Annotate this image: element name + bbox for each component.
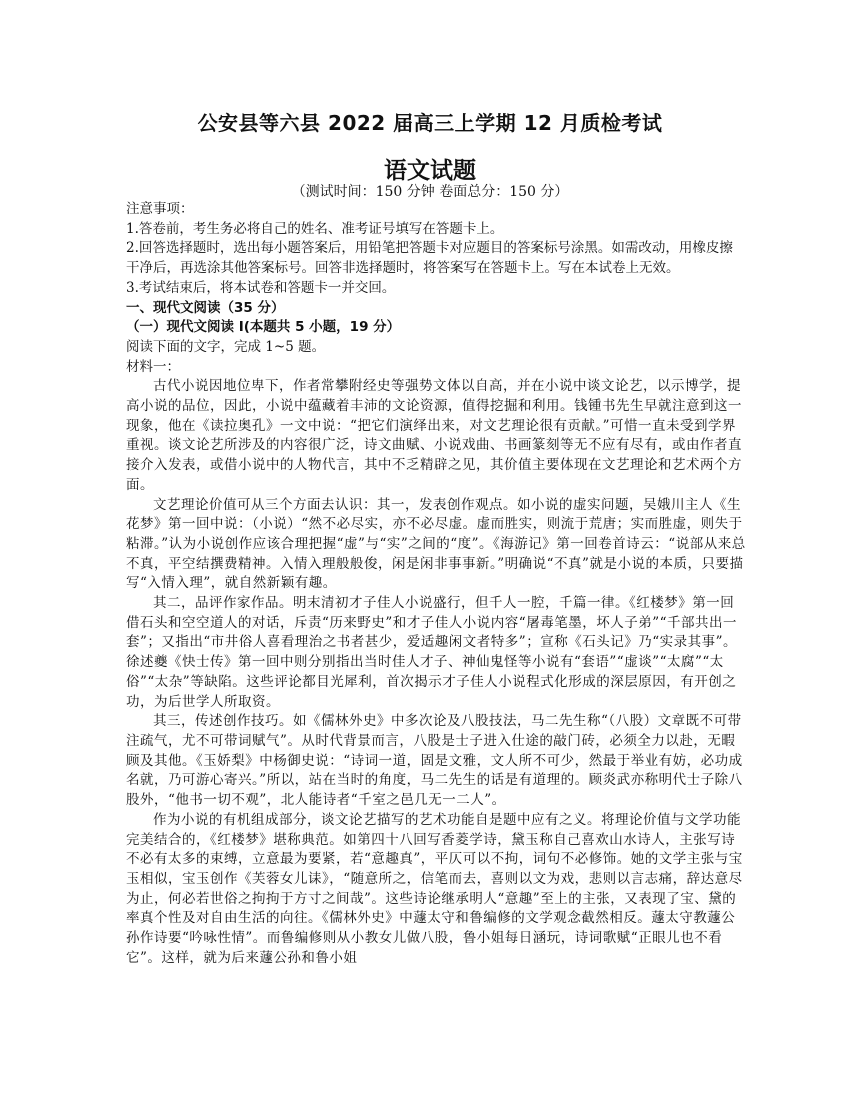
article-paragraph: 作为小说的有机组成部分，谈文论艺描写的艺术功能自是题中应有之义。将理论价值与文学功能完美结合的，《红楼梦》堪称典范。如第四十八回写香菱学诗，黛玉称自己喜欢山水诗人，主张写诗不必有太多的束缚，立意最为要紧，若“意趣真”，平仄可以不拘，词句不必修饰。她的文学主张与宝玉相似，宝玉创作《芙蓉女儿诔》，“随意所之，信笔而去，喜则以文为戏，悲则以言志痛，辞达意尽为止，何必若世俗之拘拘于方寸之间哉”。这些诗论继承明人“意趣”至上的主张，又表现了宝、黛的率真个性及对自由生活的向往。《儒林外史》中蘧太守和鲁编修的文学观念截然相反。蘧太守教蘧公孙作诗要“吟咏性情”。而鲁编修则从小教女儿做八股，鲁小姐每日涵玩，诗词歌赋“正眼儿也不看它”。这样，就为后来蘧公孙和鲁小姐 [126, 811, 743, 966]
subsection-heading: （一）现代文阅读 I(本题共 5 小题，19 分） [126, 319, 401, 336]
article-paragraph: 古代小说因地位卑下，作者常攀附经史等强势文体以自高，并在小说中谈文论艺，以示博学，提高小说的品位，因此，小说中蕴藏着丰沛的文论资源，值得挖掘和利用。钱锺书先生早就注意到这一现象，他在《读拉奥孔》一文中说：“把它们演绎出来，对文艺理论很有贡献。”可惜一直未受到学界重视。谈文论艺所涉及的内容很广泛，诗文曲赋、小说戏曲、书画篆刻等无不应有尽有，或由作者直接介入发表，或借小说中的人物代言，其中不乏精辟之见，其价值主要体现在文艺理论和艺术两个方面。 [126, 378, 742, 493]
section-heading: 一、现代文阅读（35 分） [126, 299, 285, 316]
notice-item: 1.答卷前，考生务必将自己的姓名、准考证号填写在答题卡上。 [126, 220, 504, 237]
article-paragraph: 其三，传述创作技巧。如《儒林外史》中多次论及八股技法，马二先生称“（八股）文章既不可带注疏气，尤不可带词赋气”。从时代背景而言，八股是士子进入仕途的敲门砖，必须全力以赴，无暇顾及其他。《玉娇梨》中杨御史说：“诗词一道，固是文雅，文人所不可少，然最于举业有妨，必功成名就，乃可游心寄兴。”所以，站在当时的角度，马二先生的话是有道理的。顾炎武亦称明代士子除八股外，“他书一切不观”，北人能诗者“千室之邑几无一二人”。 [126, 713, 743, 809]
article-paragraph: 其二，品评作家作品。明末清初才子佳人小说盛行，但千人一腔，千篇一律。《红楼梦》第一回借石头和空空道人的对话，斥责“历来野史”和才子佳人小说内容“屠毒笔墨，坏人子弟”“千部共出一套”；又指出“市井俗人喜看理治之书者甚少，爱适趣闲文者特多”；宣称《石头记》乃“实录其事”。徐述夔《快士传》第一回中则分别指出当时佳人才子、神仙鬼怪等小说有“套语”“虚谈”“太腐”“太俗”“太杂”等缺陷。这些评论都目光犀利，首次揭示才子佳人小说程式化形成的深层原因，有开创之功，为后世学人所取资。 [126, 595, 738, 710]
exam-meta: （测试时间：150 分钟 卷面总分：150 分） [291, 184, 569, 200]
exam-title: 公安县等六县 2022 届高三上学期 12 月质检考试 [197, 111, 663, 135]
article-paragraph: 文艺理论价值可从三个方面去认识：其一，发表创作观点。如小说的虚实问题，吴娥川主人《生花梦》第一回中说：（小说）“然不必尽实，亦不必尽虚。虚而胜实，则流于荒唐；实而胜虚，则失于粘滞。”认为小说创作应该合理把握“虚”与“实”之间的“度”。《海游记》第一回卷首诗云：“说部从来总不真，平空结撰费精神。入情入理般般俊，闲是闲非事事新。”明确说“不真”就是小说的本质，只要描写“入情入理”，就自然新颖有趣。 [126, 496, 746, 592]
material-label: 材料一： [126, 358, 180, 375]
notice-item: 3.考试结束后，将本试卷和答题卡一并交回。 [126, 279, 396, 296]
notice-heading: 注意事项： [126, 201, 194, 217]
notice-item: 2.回答选择题时，选出每小题答案后，用铅笔把答题卡对应题目的答案标号涂黑。如需改动，用橡皮擦干净后，再选涂其他答案标号。回答非选择题时，将答案写在答题卡上。写在本试卷上无效。 [126, 240, 733, 277]
subject-title: 语文试题 [384, 157, 476, 184]
exam-body [126, 200, 746, 968]
instruction: 阅读下面的文字，完成 1~5 题。 [126, 338, 326, 355]
